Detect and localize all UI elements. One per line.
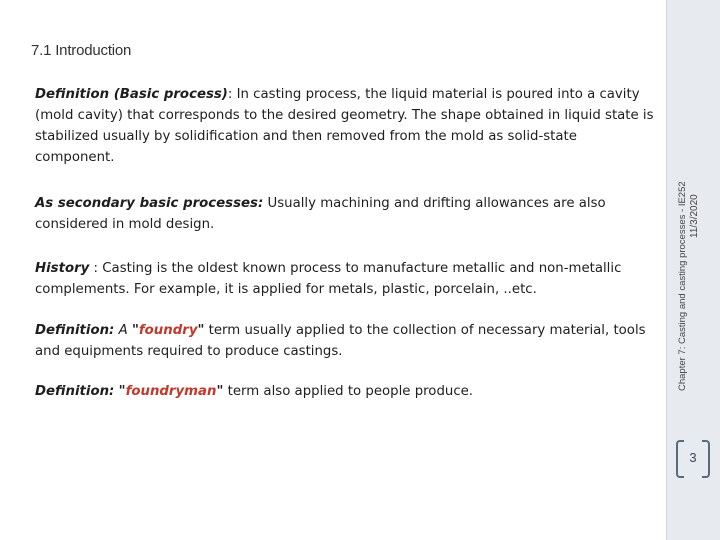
paragraph-label: History — [35, 261, 90, 276]
quote-open: " — [118, 384, 126, 399]
quote-close: " — [197, 323, 205, 338]
paragraph-text-after: term usually applied to the collection of necessary material, tools and equipments required to produce castings. — [35, 323, 646, 359]
paragraph-secondary-processes — [35, 193, 660, 235]
paragraph-foundryman-definition — [35, 381, 660, 402]
quote-open: " — [131, 323, 139, 338]
quote-close: " — [216, 384, 224, 399]
paragraph-foundry-definition — [35, 320, 660, 362]
page-number: 3 — [689, 450, 697, 465]
page-number-box — [676, 440, 710, 476]
chapter-footer: Chapter 7: Casting and casting processes - IE252 — [677, 181, 688, 391]
paragraph-text: : Casting is the oldest known process to manufacture metallic and non-metallic complements. For example, it is applied for metals, plastic, porcelain, ..etc. — [35, 261, 622, 297]
paragraph-label: Definition: — [35, 384, 115, 399]
slide-date: 11/3/2020 — [689, 194, 700, 238]
paragraph-colon: : — [227, 87, 233, 102]
term-foundry: foundry — [138, 323, 198, 338]
slide-title: 7.1 Introduction — [31, 42, 132, 59]
paragraph-text: Usually machining and drifting allowances are also considered in mold design. — [35, 196, 606, 232]
paragraph-basic-process-definition — [35, 84, 660, 168]
term-foundryman: foundryman — [125, 384, 217, 399]
paragraph-label: As secondary basic processes: — [35, 196, 264, 211]
paragraph-text-after: term also applied to people produce. — [223, 384, 474, 399]
paragraph-text-before: A — [114, 323, 132, 338]
paragraph-label: Definition (Basic process) — [35, 87, 228, 102]
paragraph-history — [35, 258, 660, 300]
paragraph-label: Definition: — [35, 323, 115, 338]
paragraph-text: In casting process, the liquid material is poured into a cavity (mold cavity) that corresponds to the desired geometry. The shape obtained in liquid state is stabilized usually by solidification and then removed from the mold as solid-state component. — [35, 87, 654, 165]
